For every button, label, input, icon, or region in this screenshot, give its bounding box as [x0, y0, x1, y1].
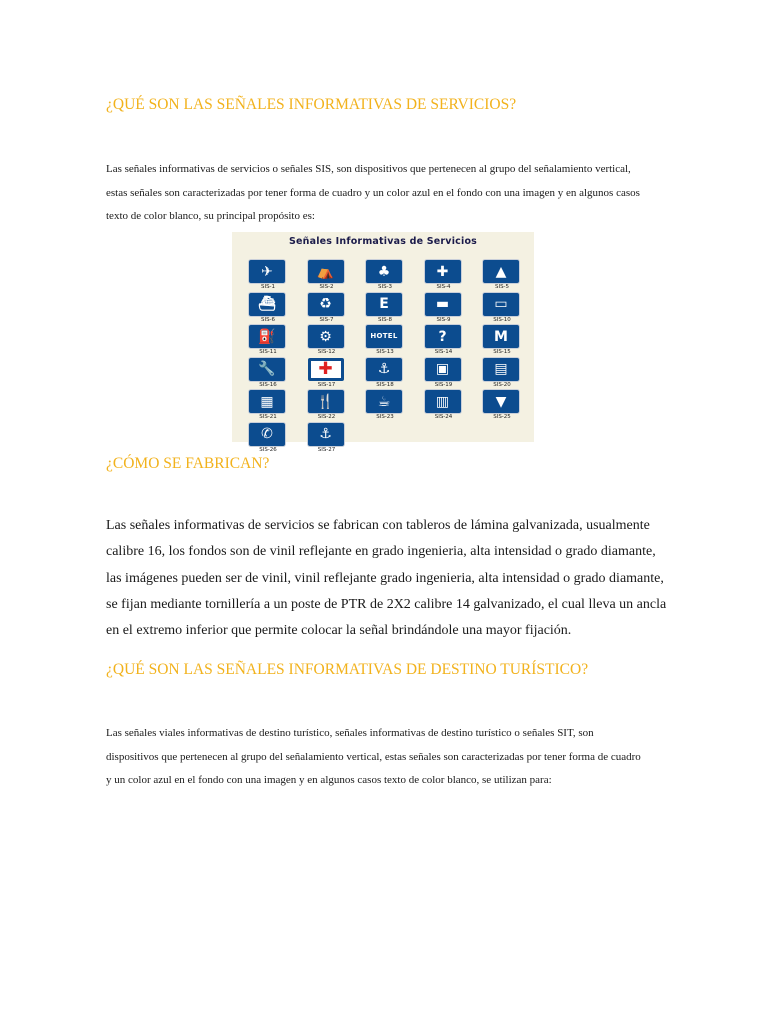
sign-code-label: SIS-6 — [260, 316, 276, 323]
sign-code-label: SIS-17 — [317, 381, 336, 388]
sign-sis-18 — [356, 358, 414, 390]
first-aid-cross-icon: ✚ — [308, 358, 344, 381]
sign-sis-21 — [239, 390, 297, 422]
text-line: texto de color blanco, su principal propósito es: — [106, 210, 315, 222]
hotel-icon: HOTEL — [366, 325, 402, 348]
sign-sis-26 — [239, 423, 297, 455]
figure-title: Señales Informativas de Servicios — [288, 236, 478, 247]
sign-code-label: SIS-15 — [493, 349, 511, 355]
sign-sis-2 — [298, 260, 356, 292]
sign-code-label: SIS-24 — [434, 414, 453, 420]
sign-sis-6 — [239, 293, 297, 325]
sign-code-label: SIS-7 — [319, 316, 334, 323]
text-line: Las señales informativas de servicios o señales SIS, son dispositivos que pertenecen al grupo del señalamiento vertical, — [106, 163, 631, 175]
sign-sis-9 — [415, 293, 473, 325]
sign-code-label: SIS-13 — [376, 349, 394, 355]
sign-sis-14 — [415, 325, 473, 357]
section-heading-servicios: ¿QUÉ SON LAS SEÑALES INFORMATIVAS DE SERVICIOS? — [106, 96, 517, 113]
coffee-icon: ☕ — [366, 390, 402, 413]
sign-code-label: SIS-1 — [260, 284, 276, 290]
tent-triangle-icon: ▲ — [483, 260, 519, 283]
trailer-icon: ▬ — [425, 293, 461, 316]
sign-sis-7 — [298, 293, 356, 325]
sign-code-label: SIS-10 — [493, 316, 511, 323]
text-line: y un color azul en el fondo con una imagen y en algunos casos texto de color blanco, se utilizan para: — [106, 774, 552, 786]
text-line: Las señales informativas de servicios se fabrican con tableros de lámina galvanizada, usualmente — [106, 518, 650, 533]
sign-sis-1 — [239, 260, 297, 292]
car-ferry-icon: ⚓ — [366, 358, 402, 381]
sign-code-label: SIS-21 — [259, 414, 277, 420]
sign-code-label: SIS-16 — [259, 381, 277, 388]
sign-sis-10 — [473, 293, 531, 325]
ambulance-icon: ✚ — [425, 260, 461, 283]
sign-code-label: SIS-2 — [319, 284, 334, 290]
metro-m-icon: M — [483, 325, 519, 348]
section-heading-destino-turistico: ¿QUÉ SON LAS SEÑALES INFORMATIVAS DE DESTINO TURÍSTICO? — [106, 661, 589, 678]
sign-sis-5 — [473, 260, 531, 292]
sign-sis-13 — [356, 325, 414, 357]
sign-code-label: SIS-3 — [377, 284, 393, 290]
sign-code-label: SIS-14 — [434, 349, 453, 355]
text-line: calibre 16, los fondos son de vinil reflejante en grado ingenieria, alta intensidad o grado diamante, — [106, 544, 656, 560]
ship-icon: ⚓ — [308, 423, 344, 446]
sign-sis-22 — [298, 390, 356, 422]
signs-grid — [239, 260, 539, 453]
train-icon: ▥ — [425, 390, 461, 413]
sign-code-label: SIS-19 — [434, 381, 453, 388]
text-line: se fijan mediante tornillería a un poste de PTR de 2X2 calibre 14 galvanizado, el cual lleva un ancla — [106, 596, 667, 612]
tent-icon: ⛺ — [308, 260, 344, 283]
sign-sis-11 — [239, 325, 297, 357]
sign-sis-24 — [415, 390, 473, 422]
sign-code-label: SIS-25 — [493, 414, 511, 420]
sign-sis-4 — [415, 260, 473, 292]
sign-code-label: SIS-26 — [259, 446, 277, 453]
sign-sis-19 — [415, 358, 473, 390]
sign-code-label: SIS-12 — [317, 349, 336, 355]
bus-front-icon: ▦ — [249, 390, 285, 413]
sign-code-label: SIS-18 — [376, 381, 394, 388]
text-line: las imágenes pueden ser de vinil, vinil reflejante grado ingenieria, alta intensidad o grado diamante, — [106, 570, 664, 586]
paragraph-servicios — [106, 158, 666, 229]
tram-icon: ▤ — [483, 358, 519, 381]
paragraph-fabrican — [106, 513, 676, 644]
sis-signs-figure — [232, 232, 534, 453]
sign-code-label: SIS-5 — [494, 284, 510, 290]
bus-icon: ▣ — [425, 358, 461, 381]
section-heading-fabrican: ¿CÓMO SE FABRICAN? — [106, 455, 270, 472]
sign-code-label: SIS-22 — [317, 414, 336, 420]
trash-bin-icon: ♻ — [308, 293, 344, 316]
sign-code-label: SIS-20 — [493, 381, 511, 388]
wrench-icon: 🔧 — [249, 358, 285, 381]
sign-code-label: SIS-9 — [436, 316, 451, 323]
text-line: en el extremo inferior que permite colocar la señal brindándole una mayor fijación. — [106, 623, 572, 639]
sign-code-label: SIS-8 — [377, 316, 393, 323]
text-line: Las señales viales informativas de destino turístico, señales informativas de destino turístico o señales SIT, son — [106, 727, 594, 739]
fuel-pump-icon: ⛽ — [249, 325, 285, 348]
sign-sis-12 — [298, 325, 356, 357]
telephone-icon: ✆ — [249, 423, 285, 446]
sign-sis-17 — [298, 358, 356, 390]
sign-code-label: SIS-23 — [376, 414, 394, 420]
sign-sis-27 — [298, 423, 356, 455]
text-line: dispositivos que pertenecen al grupo del señalamiento vertical, estas señales son caracterizadas por tener forma de cuadro — [106, 750, 641, 763]
ferry-icon: ⛴ — [249, 293, 285, 316]
sign-sis-23 — [356, 390, 414, 422]
restaurant-icon: 🍴 — [308, 390, 344, 413]
sign-code-label: SIS-11 — [259, 349, 277, 355]
sign-sis-3 — [356, 260, 414, 292]
sign-sis-8 — [356, 293, 414, 325]
tow-truck-icon: ⚙ — [308, 325, 344, 348]
train-car-icon: ▭ — [483, 293, 519, 316]
sign-code-label: SIS-4 — [436, 284, 451, 290]
sign-code-label: SIS-27 — [317, 446, 336, 453]
information-question-icon: ? — [425, 325, 461, 348]
sign-sis-15 — [473, 325, 531, 357]
paragraph-destino-turistico — [106, 722, 666, 793]
airplane-icon: ✈ — [249, 260, 285, 283]
sign-sis-16 — [239, 358, 297, 390]
cable-car-icon: ▼ — [483, 390, 519, 413]
sign-sis-20 — [473, 358, 531, 390]
text-line: estas señales son caracterizadas por tener forma de cuadro y un color azul en el fondo con una imagen y en algunos casos — [106, 186, 640, 199]
sign-sis-25 — [473, 390, 531, 422]
pine-tree-icon: ♣ — [366, 260, 402, 283]
parking-e-icon: E — [366, 293, 402, 316]
